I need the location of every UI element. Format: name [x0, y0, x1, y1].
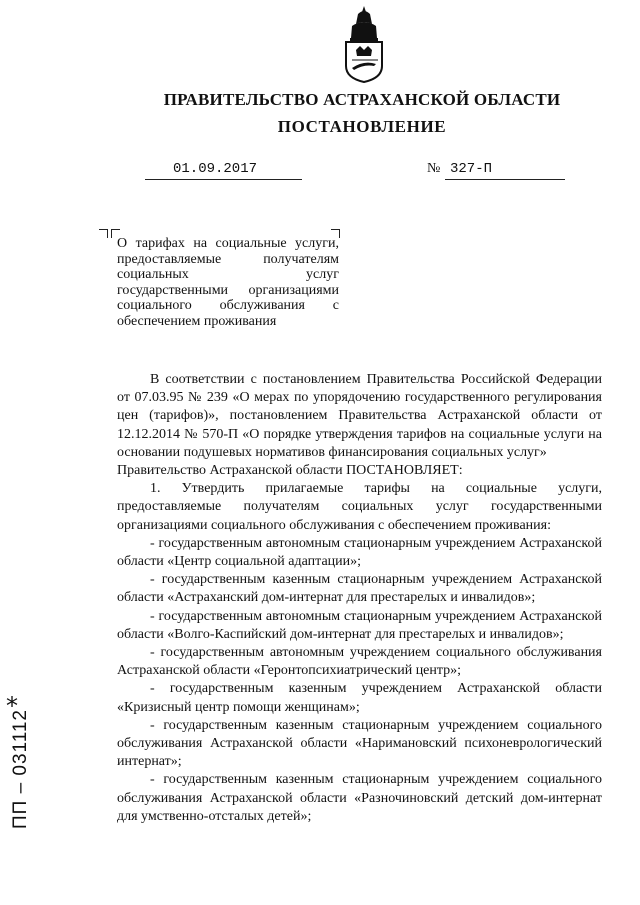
date-field: [145, 161, 302, 180]
serial-number-stamp: [0, 686, 44, 852]
coat-of-arms-icon: [338, 4, 390, 84]
number-field: [445, 161, 565, 180]
list-item: - государственным казенным учреждением Астраханской области «Кризисный центр помощи женщинам»;: [117, 681, 602, 715]
list-item: - государственным автономным учреждением социального обслуживания Астраханской области «Геронтопсихиатрический центр»;: [117, 645, 602, 679]
document-body: [117, 371, 602, 826]
number-value: 327-П: [450, 161, 493, 177]
document-subject: О тарифах на социальные услуги, предоставляемые получателям социальных услуг государственными организациями социального обслуживания с обеспечением проживания: [117, 236, 339, 329]
government-title: ПРАВИТЕЛЬСТВО АСТРАХАНСКОЙ ОБЛАСТИ: [163, 90, 561, 109]
preamble-paragraph: В соответствии с постановлением Правительства Российской Федерации от 07.03.95 № 239 «О мерах по упорядочению государственного регулирования цен (тарифов)», постановлением Правительства Астраханской области от 12.12.2014 № 570-П «О порядке утверждения тарифов на социальные услуги на основании подушевых нормативов финансирования социальных услуг»: [117, 372, 602, 460]
list-item: - государственным автономным стационарным учреждением Астраханской области «Центр социальной адаптации»;: [117, 535, 602, 570]
list-item: - государственным казенным стационарным учреждением социального обслуживания Астраханской области «Разночиновский детский дом-интернат для умственно-отсталых детей»;: [117, 772, 602, 824]
document-type-title: ПОСТАНОВЛЕНИЕ: [277, 117, 447, 136]
list-item: - государственным автономным стационарным учреждением Астраханской области «Волго-Каспийский дом-интернат для престарелых и инвалидов»;: [117, 608, 602, 642]
list-item: - государственным казенным стационарным учреждением социального обслуживания Астраханской области «Наримановский психоневрологический интернат»;: [117, 717, 602, 770]
asterisk-mark: *: [6, 692, 18, 720]
point-1-paragraph: 1. Утвердить прилагаемые тарифы на социальные услуги, предоставляемые получателям социальных услуг государственными организациями социального обслуживания с обеспечением проживания:: [117, 481, 602, 533]
serial-number-text: ПП – 031112: [10, 708, 31, 830]
list-item: - государственным казенным стационарным учреждением Астраханской области «Астраханский дом-интернат для престарелых и инвалидов»;: [117, 572, 602, 606]
number-label: №: [427, 161, 441, 176]
resolves-paragraph: Правительство Астраханской области ПОСТАНОВЛЯЕТ:: [117, 463, 463, 479]
bracket-top-left: [99, 229, 108, 238]
date-value: 01.09.2017: [173, 161, 258, 177]
